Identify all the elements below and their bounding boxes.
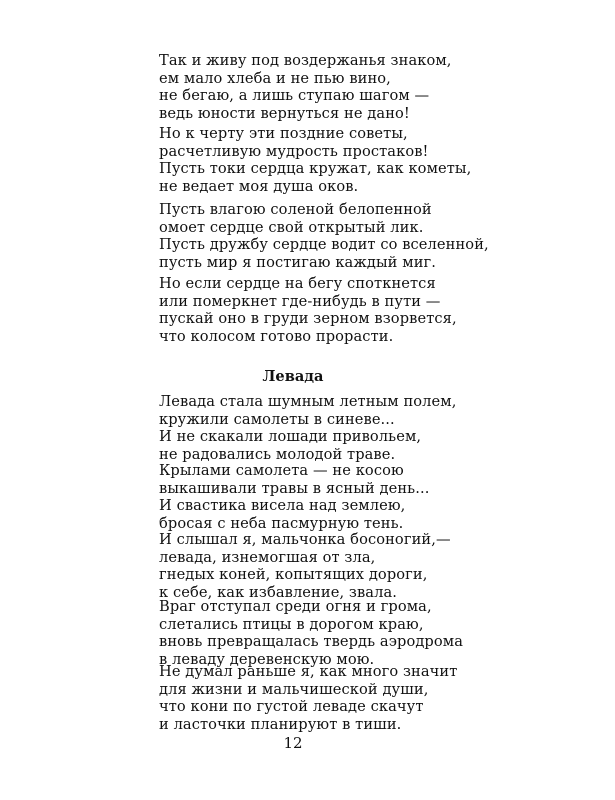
- poem2-stanza-1: [159, 393, 456, 463]
- poem-line: кружили самолеты в синеве...: [159, 410, 395, 428]
- poem-line: бросая с неба пасмурную тень.: [159, 514, 404, 532]
- poem-line: или померкнет где-нибудь в пути —: [159, 292, 441, 310]
- poem-line: не бегаю, а лишь ступаю шагом —: [159, 87, 430, 104]
- poem-line: и ласточки планируют в тиши.: [159, 715, 402, 733]
- poem-line: ем мало хлеба и не пью вино,: [159, 69, 391, 87]
- poem-line: И не скакали лошади привольем,: [159, 428, 422, 445]
- poem-line: для жизни и мальчишеской души,: [159, 680, 429, 698]
- poem-line: к себе, как избавление, звала.: [159, 583, 398, 601]
- poem-title: Левада: [262, 368, 324, 385]
- poem2-stanza-2: [159, 462, 429, 532]
- poem-line: пусть мир я постигаю каждый миг.: [159, 253, 437, 271]
- poem2-stanza-5: [159, 663, 457, 733]
- poem-line: Враг отступал среди огня и грома,: [159, 598, 432, 615]
- poem-line: Пусть дружбу сердце водит со вселенной,: [159, 236, 489, 253]
- poem-line: что кони по густой леваде скачут: [159, 698, 424, 715]
- poem-line: расчетливую мудрость простаков!: [159, 142, 429, 160]
- poem-line: в леваду деревенскую мою.: [159, 650, 375, 668]
- poem-line: Пусть токи сердца кружат, как кометы,: [159, 160, 472, 177]
- poem2-stanza-3: [159, 531, 451, 601]
- poem-line: гнедых коней, копытящих дороги,: [159, 566, 428, 583]
- poem-line: Левада стала шумным летным полем,: [159, 393, 457, 410]
- page-number: 12: [283, 734, 303, 752]
- poem-line: слетались птицы в дорогом краю,: [159, 615, 424, 633]
- poem-line: омоет сердце свой открытый лик.: [159, 218, 424, 236]
- poem-line: Пусть влагою соленой белопенной: [159, 201, 432, 218]
- poem-line: Так и живу под воздержанья знаком,: [159, 52, 452, 69]
- poem-line: левада, изнемогшая от зла,: [159, 548, 376, 566]
- poem2-stanza-4: [159, 598, 463, 668]
- poem-line: выкашивали травы в ясный день...: [159, 479, 430, 497]
- poem-line: Не думал раньше я, как много значит: [159, 663, 458, 680]
- poem-line: Но к черту эти поздние советы,: [159, 125, 408, 142]
- poem1-stanza-1: [159, 52, 452, 122]
- poem-line: И слышал я, мальчонка босоногий,—: [159, 531, 451, 548]
- poem-line: Но если сердце на бегу споткнется: [159, 275, 436, 292]
- poem-line: И свастика висела над землею,: [159, 497, 406, 514]
- poem-line: пускай оно в груди зерном взорвется,: [159, 310, 457, 327]
- poem1-stanza-3: [159, 201, 489, 271]
- poem-line: не радовались молодой траве.: [159, 445, 396, 463]
- poem-line: вновь превращалась твердь аэродрома: [159, 633, 463, 650]
- poem1-stanza-2: [159, 125, 471, 195]
- poem1-stanza-4: [159, 275, 457, 345]
- poem-line: что колосом готово прорасти.: [159, 327, 394, 345]
- poem-line: не ведает моя душа оков.: [159, 177, 359, 195]
- poem-line: ведь юности вернуться не дано!: [159, 104, 410, 122]
- poem-line: Крылами самолета — не косою: [159, 462, 404, 479]
